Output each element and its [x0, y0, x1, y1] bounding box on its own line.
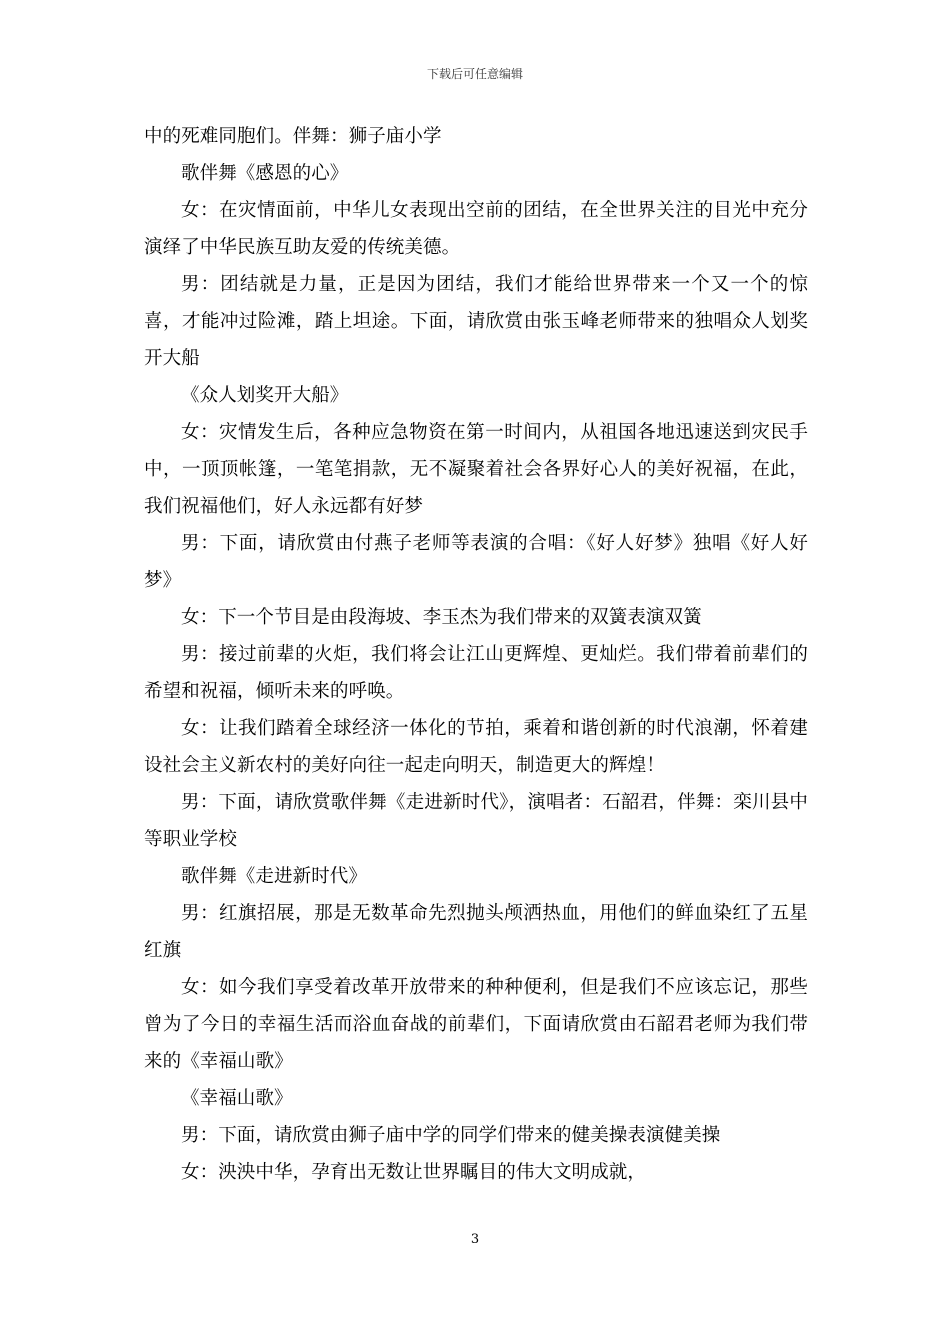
document-body — [144, 118, 808, 1191]
paragraph: 男：下面，请欣赏歌伴舞《走进新时代》，演唱者：石韶君，伴舞：栾川县中等职业学校 — [144, 792, 808, 850]
program-title: 歌伴舞《感恩的心》 — [181, 163, 349, 184]
paragraph: 女：让我们踏着全球经济一体化的节拍，乘着和谐创新的时代浪潮，怀着建设社会主义新农村的美好向往一起走向明天，制造更大的辉煌！ — [144, 718, 808, 776]
program-title: 《众人划奖开大船》 — [181, 385, 349, 406]
paragraph: 男：接过前辈的火炬，我们将会让江山更辉煌、更灿烂。我们带着前辈们的希望和祝福，倾听未来的呼唤。 — [144, 644, 808, 702]
paragraph: 男：红旗招展，那是无数革命先烈抛头颅洒热血，用他们的鲜血染红了五星红旗 — [144, 903, 808, 961]
page-header: 下载后可任意编辑 — [426, 67, 523, 81]
paragraph: 男：下面，请欣赏由付燕子老师等表演的合唱：《好人好梦》独唱《好人好梦》 — [144, 533, 808, 591]
page-number: 3 — [470, 1232, 480, 1247]
paragraph: 女：如今我们享受着改革开放带来的种种便利，但是我们不应该忘记，那些曾为了今日的幸福生活而浴血奋战的前辈们，下面请欣赏由石韶君老师为我们带来的《幸福山歌》 — [144, 977, 808, 1072]
paragraph: 男：下面，请欣赏由狮子庙中学的同学们带来的健美操表演健美操 — [181, 1125, 721, 1146]
paragraph: 男：团结就是力量，正是因为团结，我们才能给世界带来一个又一个的惊喜，才能冲过险滩，踏上坦途。下面，请欣赏由张玉峰老师带来的独唱众人划奖开大船 — [144, 274, 808, 369]
program-title: 《幸福山歌》 — [181, 1088, 293, 1109]
paragraph: 女：灾情发生后，各种应急物资在第一时间内，从祖国各地迅速送到灾民手中，一顶顶帐篷，一笔笔捐款，无不凝聚着社会各界好心人的美好祝福，在此，我们祝福他们，好人永远都有好梦 — [144, 422, 808, 517]
paragraph: 女：下一个节目是由段海坡、李玉杰为我们带来的双簧表演双簧 — [181, 607, 702, 628]
paragraph: 女：泱泱中华，孕育出无数让世界瞩目的伟大文明成就， — [181, 1162, 647, 1183]
paragraph: 中的死难同胞们。伴舞：狮子庙小学 — [144, 126, 442, 147]
program-title: 歌伴舞《走进新时代》 — [181, 866, 368, 887]
paragraph: 女：在灾情面前，中华儿女表现出空前的团结，在全世界关注的目光中充分演绎了中华民族互助友爱的传统美德。 — [144, 200, 808, 258]
